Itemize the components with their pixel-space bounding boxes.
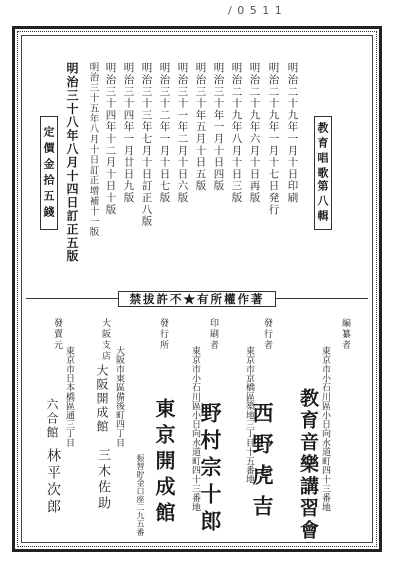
date-line: 明治二十九年八月十日三版 [230, 62, 243, 204]
date-line: 明治二十九年一月十七日発行 [267, 62, 280, 216]
branch-label: 大阪支店 [100, 318, 110, 362]
date-line-latest: 明治三十八年八月十四日訂正五版 [65, 62, 79, 263]
issuer-label: 發行者 [262, 318, 272, 351]
printer-label: 印刷者 [208, 318, 218, 351]
date-line: 明治二十九年六月十日再版 [248, 62, 261, 204]
printer-name: 野村宗十郎 [198, 402, 223, 537]
office-name: 東京開成館 [152, 398, 176, 528]
header-title-2: 第八輯 [316, 180, 329, 225]
seller-label: 發賣元 [52, 318, 62, 351]
seller-address: 東京市日本橋區通三丁目 [64, 346, 74, 448]
branch-address: 大阪市東區備後町四丁目 [114, 346, 124, 448]
publisher-address: 東京市小石川區小日向水道町四十三番地 [320, 346, 330, 512]
date-line: 明治三十二年一月十日七版 [158, 62, 171, 204]
publisher-name: 教育音樂講習會 [297, 388, 319, 542]
date-line: 明治三十年五月十日五版 [194, 62, 207, 192]
office-label: 發行所 [158, 318, 168, 351]
date-line: 明治三十五年八月十日訂正增補十一版 [87, 62, 99, 238]
band-rule-left [26, 298, 118, 299]
publisher-label: 編纂者 [340, 318, 350, 351]
printer-address: 東京市小石川區小日向水道町四十三番地 [190, 346, 200, 512]
handwritten-mark: / 0 5 1 1 [228, 4, 283, 17]
seller-person: 林平次郎 [45, 448, 61, 516]
date-line: 明治三十年一月十日四版 [212, 62, 225, 192]
header-title: 教育唱歌 [316, 122, 329, 182]
price-text: 定價金拾五錢 [42, 126, 55, 222]
copyright-notice: 禁拔許不★有所權作著 [118, 291, 276, 307]
date-line: 明治二十九年一月十日印刷 [286, 62, 299, 204]
seller-name: 六合館 [45, 398, 59, 440]
date-line: 明治三十三年七月十日訂正八版 [140, 62, 153, 228]
date-line: 明治三十四年一月廿日九版 [122, 62, 135, 204]
date-line: 明治三十一年二月十日六版 [176, 62, 189, 204]
issuer-name: 西野虎吉 [250, 402, 275, 526]
band-rule-right [276, 298, 368, 299]
office-subtext: 振替貯金口座二九五番 [136, 454, 145, 536]
issuer-address: 東京市京橋區築地三丁目十五番地 [244, 346, 254, 484]
date-line: 明治三十四年十二月十日十版 [104, 62, 117, 216]
branch-person: 三木佐助 [95, 448, 110, 512]
copyright-band [26, 291, 368, 307]
branch-name: 大阪開成館 [95, 364, 109, 434]
